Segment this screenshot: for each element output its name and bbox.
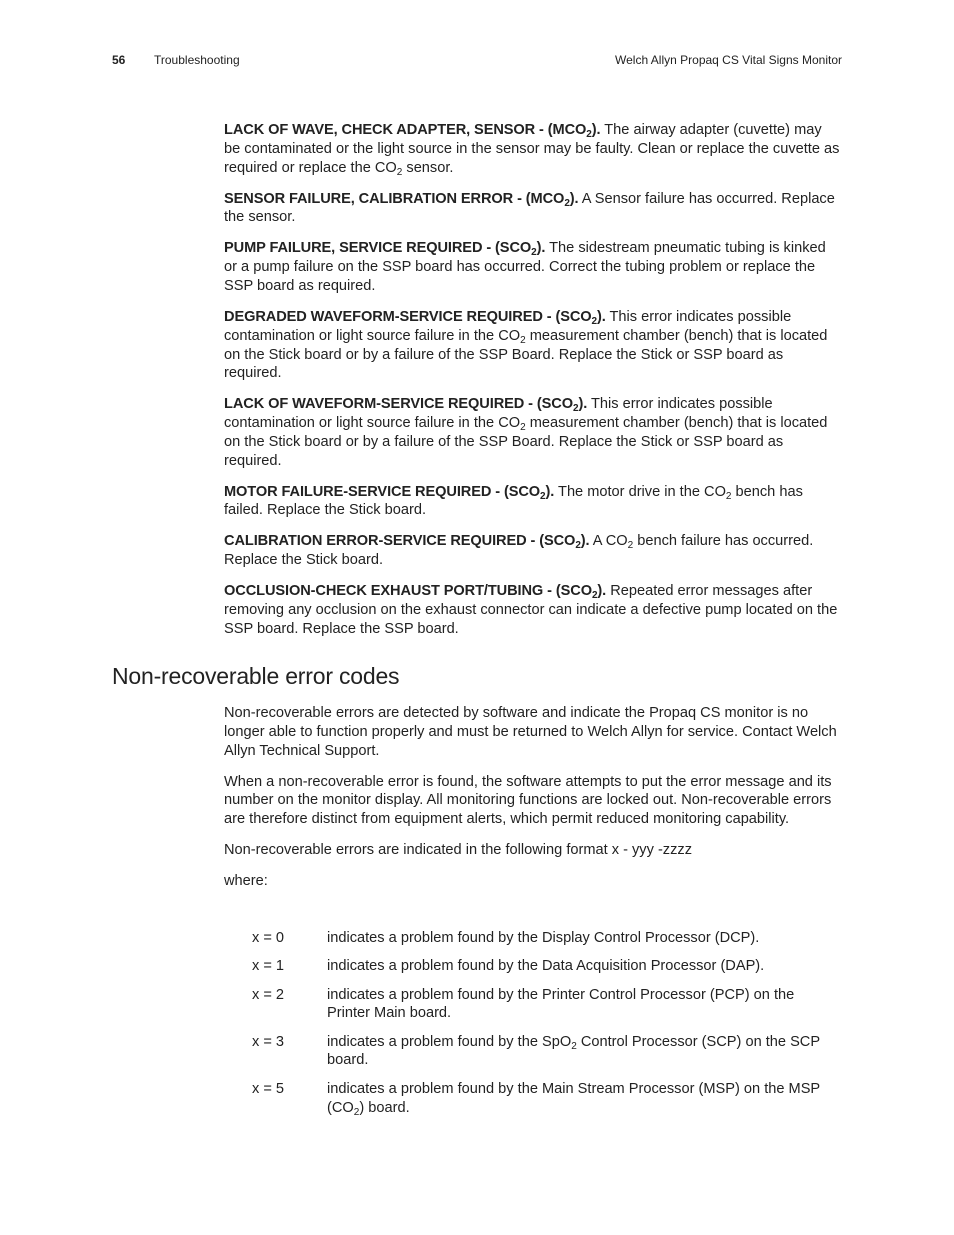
code-key: x = 5 bbox=[252, 1080, 285, 1097]
code-meaning: indicates a problem found by the Main Stream Processor (MSP) on the MSP $(CO_2)$ board. bbox=[327, 1080, 820, 1118]
page-number: 56 bbox=[112, 53, 126, 67]
code-key: x = 2 bbox=[252, 986, 285, 1003]
error-entry bbox=[224, 582, 840, 638]
error-title: LACK OF WAVEFORM-SERVICE REQUIRED - $(SCO_2)$. bbox=[224, 396, 588, 415]
code-definition bbox=[252, 929, 840, 948]
code-definition bbox=[252, 1080, 840, 1118]
error-title: OCCLUSION-CHECK EXHAUST PORT/TUBING - $(SCO_2)$. bbox=[224, 583, 607, 602]
code-definition-list bbox=[252, 929, 840, 1127]
error-description: The motor drive in the $CO_2$ bench has failed. Replace the Stick board. bbox=[224, 483, 803, 519]
error-entry bbox=[224, 483, 840, 521]
code-meaning: indicates a problem found by the Display Control Processor (DCP). bbox=[327, 930, 760, 946]
code-definition bbox=[252, 957, 840, 976]
code-definition bbox=[252, 986, 840, 1024]
paragraph: Non-recoverable errors are indicated in the following format x - yyy -zzzz bbox=[224, 842, 692, 859]
code-meaning: indicates a problem found by the Printer Control Processor (PCP) on the Printer Main board. bbox=[327, 986, 795, 1022]
error-description: The airway adapter (cuvette) may be contaminated or the light source in the sensor may be faulty. Clean or replace the cuvette as required or replace the $CO_2$ sensor. bbox=[224, 122, 840, 178]
error-description: A Sensor failure has occurred. Replace the sensor. bbox=[224, 190, 835, 226]
error-title: DEGRADED WAVEFORM-SERVICE REQUIRED - $(SCO_2)$. bbox=[224, 308, 606, 327]
code-definition bbox=[252, 1033, 840, 1071]
error-title: SENSOR FAILURE, CALIBRATION ERROR - $(MCO_2)$. bbox=[224, 190, 579, 209]
error-description: This error indicates possible contamination or light source failure in the $CO_2$ measurement chamber (bench) that is located on the Stick board or by a failure of the SSP Board. Replace the Stick or SSP board as required. bbox=[224, 308, 828, 382]
error-entry bbox=[224, 395, 840, 470]
error-title: PUMP FAILURE, SERVICE REQUIRED - $(SCO_2)$. bbox=[224, 240, 546, 259]
paragraph: where: bbox=[224, 873, 268, 890]
error-title: CALIBRATION ERROR-SERVICE REQUIRED - $(SCO_2)$. bbox=[224, 533, 590, 552]
error-entry bbox=[224, 121, 840, 177]
section-heading: Non-recoverable error codes bbox=[112, 663, 400, 689]
error-title: LACK OF WAVE, CHECK ADAPTER, SENSOR - $(MCO_2)$. bbox=[224, 122, 601, 140]
paragraph: When a non-recoverable error is found, the software attempts to put the error message and its number on the monitor display. All monitoring functions are locked out. Non-recoverable errors are therefore distinct from equipment alerts, which permit reduced monitoring capability. bbox=[224, 773, 832, 828]
code-key: x = 0 bbox=[252, 930, 285, 946]
code-meaning: indicates a problem found by the SpO$_2$ Control Processor (SCP) on the SCP board. bbox=[327, 1033, 820, 1069]
code-meaning: indicates a problem found by the Data Acquisition Processor (DAP). bbox=[327, 958, 765, 975]
error-entry bbox=[224, 532, 840, 570]
error-title: MOTOR FAILURE-SERVICE REQUIRED - $(SCO_2)$. bbox=[224, 483, 555, 502]
error-entry bbox=[224, 308, 840, 383]
error-description: The sidestream pneumatic tubing is kinked or a pump failure on the SSP board has occurred. Correct the tubing problem or replace the SSP board as required. bbox=[224, 240, 826, 294]
code-key: x = 1 bbox=[252, 958, 285, 975]
intro-text bbox=[224, 704, 840, 903]
section-name: Troubleshooting bbox=[154, 53, 240, 67]
error-entry bbox=[224, 190, 840, 228]
code-key: x = 3 bbox=[252, 1033, 285, 1050]
error-description: A $CO_2$ bench failure has occurred. Replace the Stick board. bbox=[224, 533, 814, 569]
document-title: Welch Allyn Propaq CS Vital Signs Monitor bbox=[615, 53, 842, 67]
error-description: This error indicates possible contamination or light source failure in the $CO_2$ measurement chamber (bench) that is located on the Stick board or by a failure of the SSP Board. Replace the Stick or SSP board as required. bbox=[224, 396, 828, 469]
error-entry bbox=[224, 239, 840, 295]
error-description: Repeated error messages after removing any occlusion on the exhaust connector can indicate a defective pump located on the SSP board. Replace the SSP board. bbox=[224, 583, 838, 637]
error-list bbox=[224, 121, 840, 651]
page-header bbox=[112, 53, 842, 69]
paragraph: Non-recoverable errors are detected by software and indicate the Propaq CS monitor is no longer able to function properly and must be returned to Welch Allyn for service. Contact Welch Allyn Technical Support. bbox=[224, 705, 837, 759]
